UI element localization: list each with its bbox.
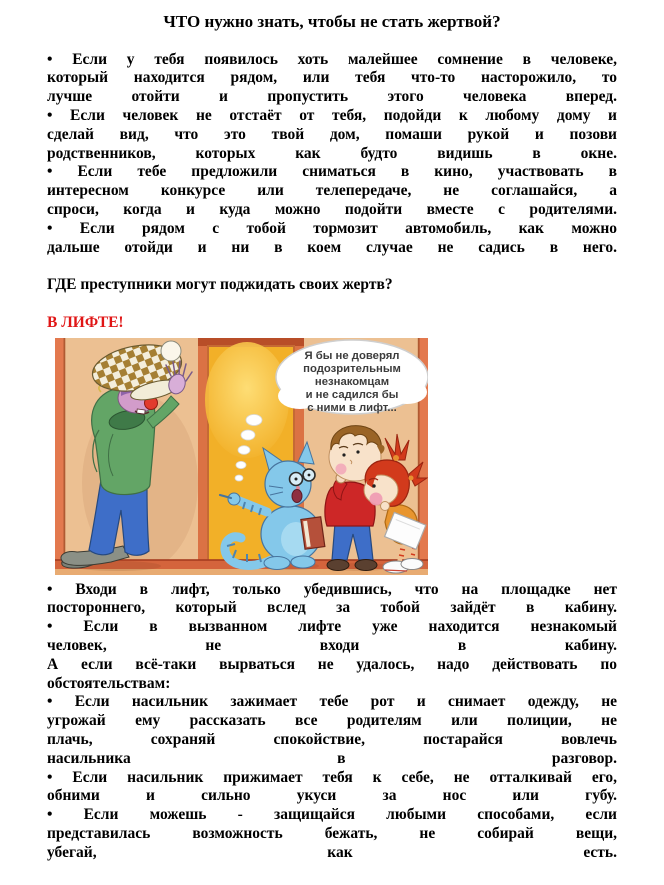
page-title: ЧТО нужно знать, чтобы не стать жертвой?: [163, 12, 501, 31]
text-line: родственников, которых как будто видишь в окне.: [47, 144, 617, 162]
bubble-line: подозрительным: [303, 362, 401, 375]
text-line: дальше отойди и ни в коем случае не садись в него.: [47, 238, 617, 256]
text-line: интересном конкурсе или телепередаче, не соглашайся, а: [47, 182, 617, 200]
bubble-line: Я бы не доверял: [304, 349, 400, 362]
intro-section: [47, 51, 617, 258]
text-line: насильника в разговор.: [47, 749, 617, 767]
text-line: лучше отойти и пропустить этого человека вперед.: [47, 88, 617, 106]
text-line: • Если насильник прижимает тебя к себе, не отталкивай его,: [47, 768, 617, 786]
spacer: [47, 257, 617, 276]
question-heading: ГДЕ преступники могут поджидать своих жертв?: [47, 276, 393, 294]
text-line: • Если рядом с тобой тормозит автомобиль, как можно: [47, 219, 617, 237]
bubble-line: и не садился бы: [305, 388, 399, 401]
advice-section: [47, 581, 617, 863]
text-line: • Входи в лифт, только убедившись, что на площадке нет: [47, 580, 617, 598]
text-line: • Если в вызванном лифте уже находится незнакомый: [47, 618, 617, 636]
text-line: • Если тебе предложили сниматься в кино, участвовать в: [47, 163, 617, 181]
text-line: • Если у тебя появилось хоть малейшее сомнение в человеке,: [47, 50, 617, 68]
text-line: плачь, сохраняй спокойствие, постарайся вовлечь: [47, 730, 617, 748]
text-line: постороннего, который вслед за тобой зайдёт в кабину.: [47, 599, 617, 617]
text-line: обстоятельствам:: [47, 674, 171, 692]
text-line: обними и сильно укуси за нос или губу.: [47, 787, 617, 805]
spacer: [47, 32, 617, 51]
text-line: А если всё-таки вырваться не удалось, надо действовать по: [47, 655, 617, 673]
elevator-cartoon: [55, 338, 428, 575]
text-line: спроси, когда и куда можно подойти вместе с родителями.: [47, 200, 617, 218]
bubble-line: с ними в лифт...: [307, 401, 397, 414]
text-line: убегай, как есть.: [47, 843, 617, 861]
text-line: угрожай ему рассказать все родителям или полиции, не: [47, 712, 617, 730]
text-line: который находится рядом, или тебя что-то насторожило, то: [47, 69, 617, 87]
spacer: [47, 295, 617, 314]
red-book: [301, 516, 325, 548]
text-line: представилась возможность бежать, не собирай вещи,: [47, 824, 617, 842]
text-line: • Если можешь - защищайся любыми способами, если: [47, 806, 617, 824]
bubble-line: незнакомцам: [314, 375, 390, 388]
text-line: сделай вид, что это твой дом, помаши рукой и позови: [47, 125, 617, 143]
text-line: • Если человек не отстаёт от тебя, подойди к любому дому и: [47, 106, 617, 124]
thought-bubble: [276, 340, 428, 414]
location-heading: В ЛИФТЕ!: [47, 313, 124, 331]
text-line: человек, не входи в кабину.: [47, 636, 617, 654]
text-line: • Если насильник зажимает тебе рот и снимает одежду, не: [47, 693, 617, 711]
